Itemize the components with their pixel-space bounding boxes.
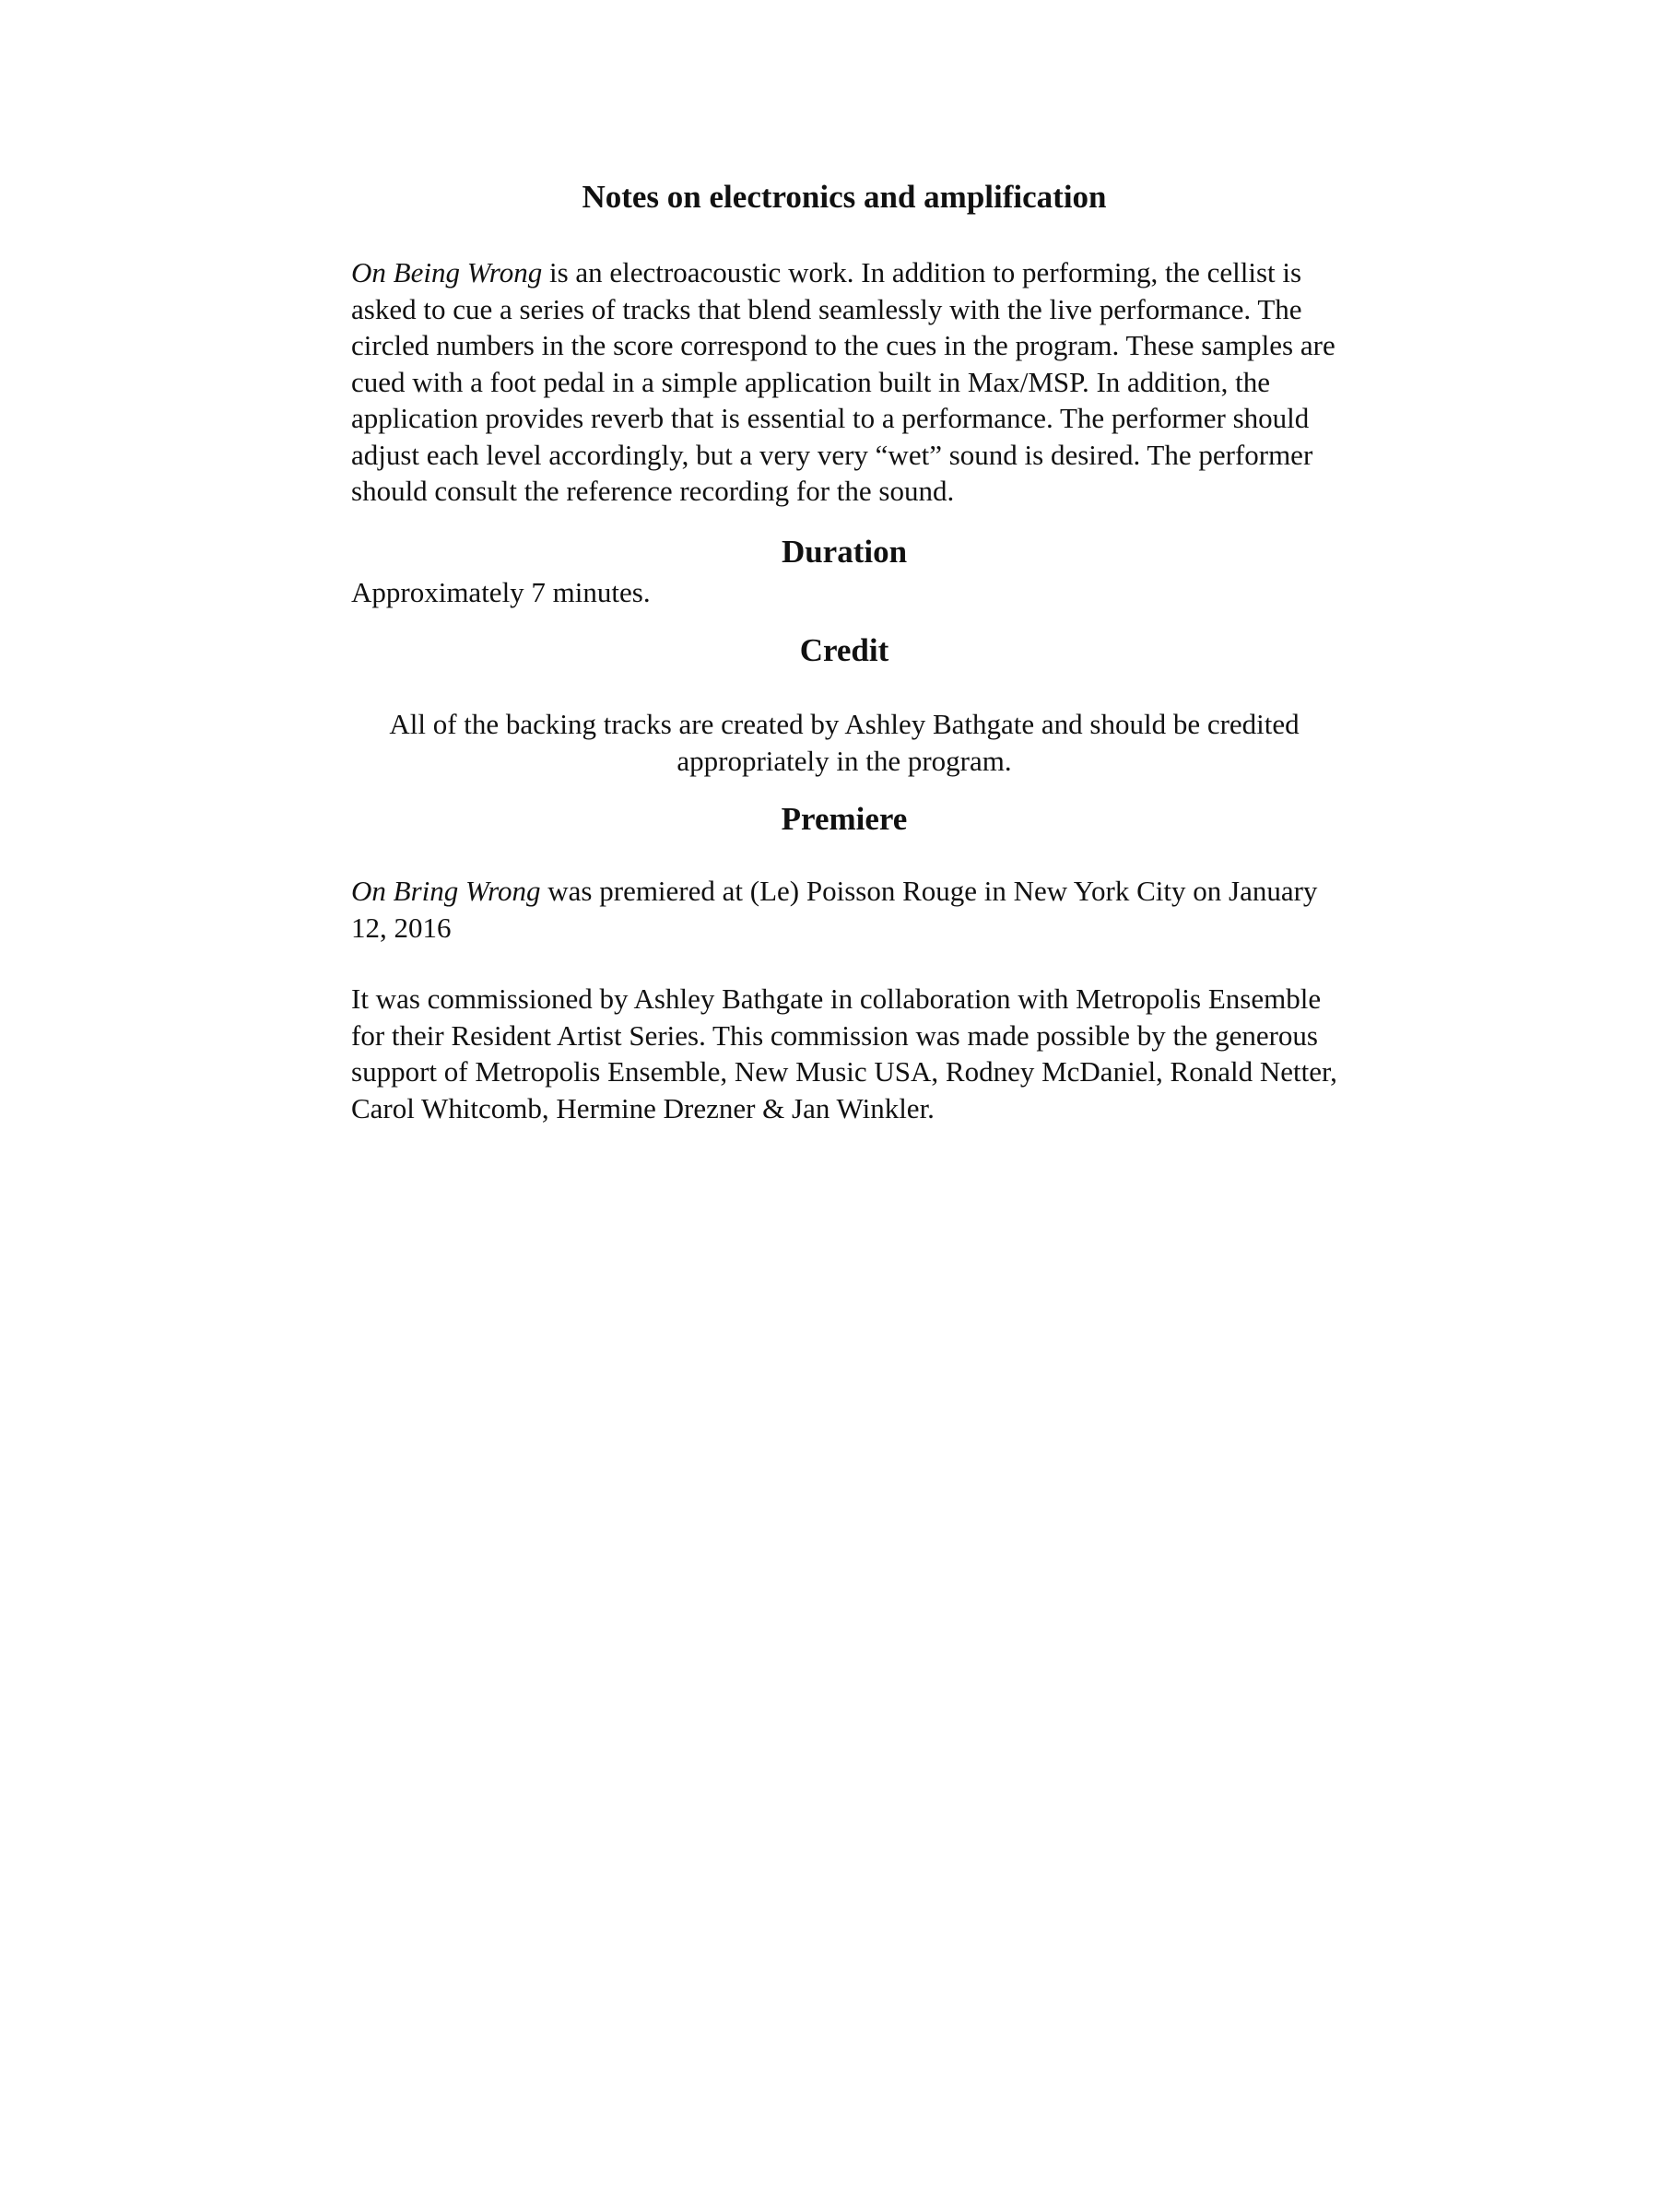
premiere-work-title: On Bring Wrong — [351, 875, 541, 907]
premiere-heading: Premiere — [781, 801, 908, 837]
premiere-text: was premiered at (Le) Poisson Rouge in New York City on January 12, 2016 — [351, 875, 1318, 944]
commission-paragraph: It was commissioned by Ashley Bathgate in collaboration with Metropolis Ensemble for their Resident Artist Series. This commission was made possible by the generous support of Metropolis Ensemble, New Music USA, Rodney McDaniel, Ronald Netter, Carol Whitcomb, Hermine Drezner & Jan Winkler. — [351, 982, 1337, 1124]
notes-paragraph — [351, 254, 1337, 510]
notes-heading: Notes on electronics and amplification — [582, 179, 1107, 215]
work-title: On Being Wrong — [351, 256, 543, 288]
credit-heading: Credit — [799, 632, 889, 668]
duration-text: Approximately 7 minutes. — [351, 575, 651, 608]
page-content — [351, 175, 1337, 1126]
credit-text: All of the backing tracks are created by Ashley Bathgate and should be credited appropriately in the program. — [389, 708, 1300, 777]
notes-body: is an electroacoustic work. In addition to performing, the cellist is asked to cue a series of tracks that blend seamlessly with the live performance. The circled numbers in the score correspond to the cues in the program. These samples are cued with a foot pedal in a simple application built in Max/MSP. In addition, the application provides reverb that is essential to a performance. The performer should adjust each level accordingly, but a very very “wet” sound is desired. The performer should consult the reference recording for the sound. — [351, 256, 1335, 507]
premiere-paragraph — [351, 873, 1337, 946]
duration-heading: Duration — [781, 533, 908, 570]
